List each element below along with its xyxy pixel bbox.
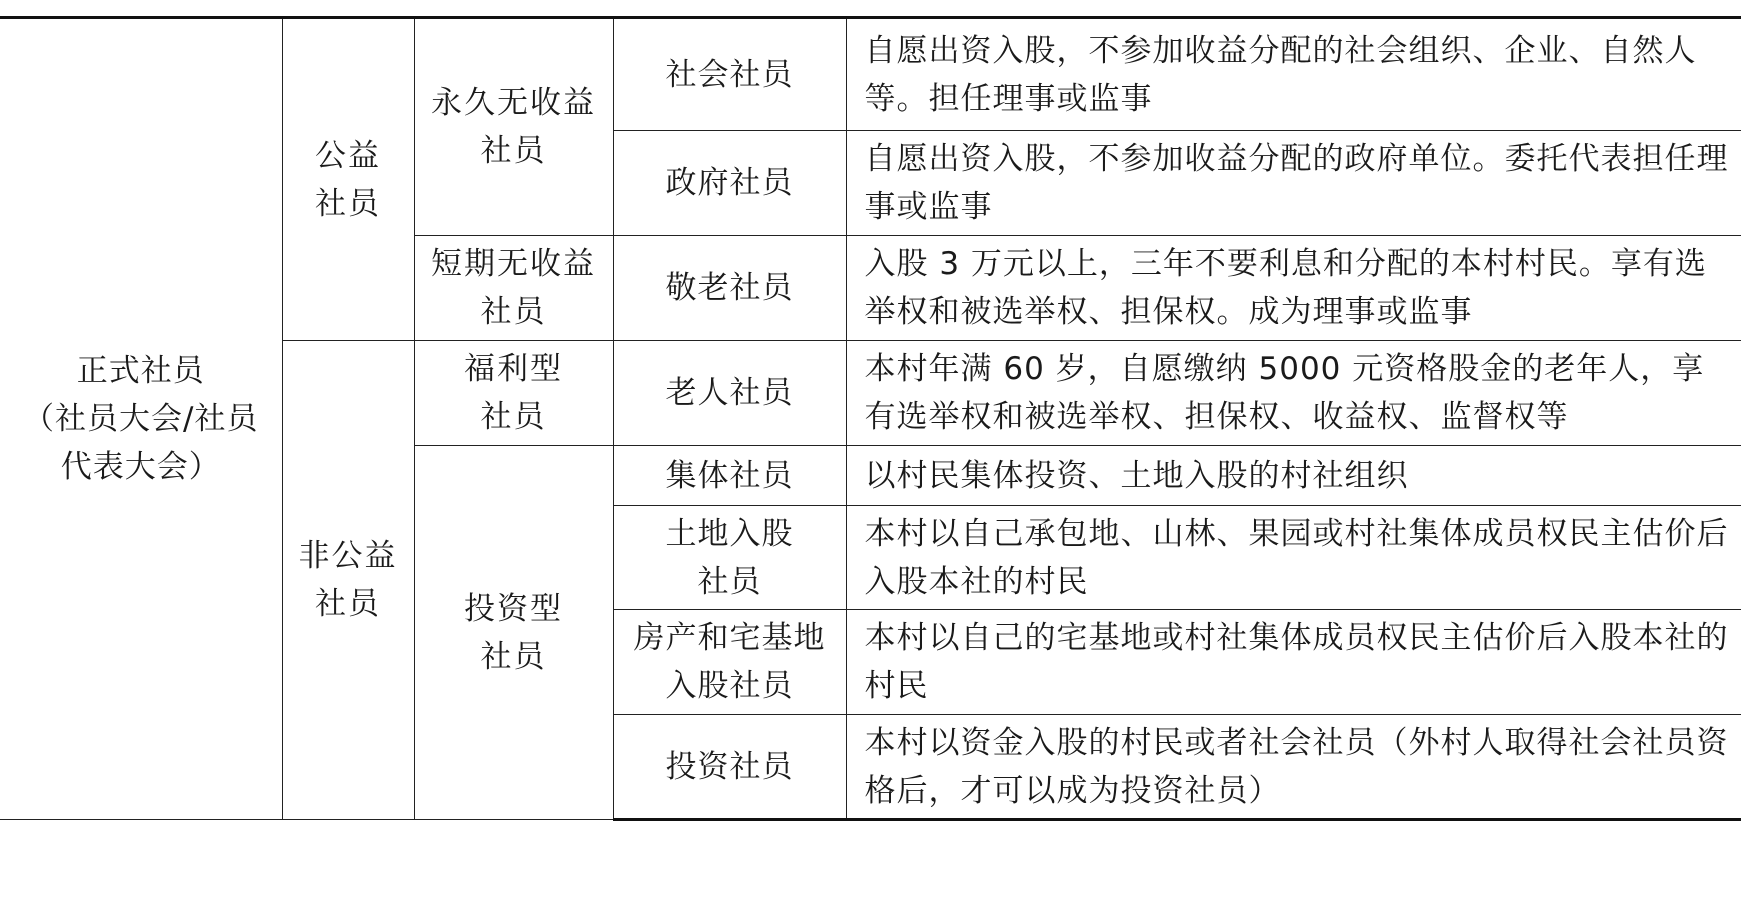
description-text: 入股 3 万元以上，三年不要利息和分配的本村村民。享有选举权和被选举权、担保权。成为理事或监事 (864, 246, 1707, 330)
permanent-no-income-label: 永久无收益 社员 (431, 85, 596, 169)
description-text: 本村年满 60 岁，自愿缴纳 5000 元资格股金的老年人，享有选举权和被选举权、担保权、收益权、监督权等 (864, 351, 1705, 435)
welfare-type-cell (414, 341, 613, 446)
member-type-label: 政府社员 (665, 165, 794, 201)
permanent-no-income-cell (414, 18, 613, 236)
member-type-label: 土地入股 社员 (665, 515, 794, 600)
description-text: 自愿出资入股，不参加收益分配的社会组织、企业、自然人等。担任理事或监事 (864, 32, 1697, 117)
description-cell (846, 131, 1741, 236)
membership-table (0, 16, 1741, 821)
description-text: 本村以资金入股的村民或者社会社员（外村人取得社会社员资格后，才可以成为投资社员） (864, 724, 1729, 809)
non-public-benefit-label: 非公益 社员 (298, 538, 398, 622)
member-type-cell (613, 446, 846, 506)
description-text: 以村民集体投资、土地入股的村社组织 (864, 457, 1409, 494)
member-type-cell (613, 715, 846, 820)
description-cell (846, 236, 1741, 341)
member-type-cell (613, 236, 846, 341)
member-type-cell (613, 18, 846, 131)
short-term-no-income-cell (414, 236, 613, 341)
description-cell (846, 341, 1741, 446)
member-type-cell (613, 506, 846, 610)
member-type-label: 老人社员 (665, 375, 794, 411)
description-cell (846, 715, 1741, 820)
public-benefit-cell (282, 18, 414, 341)
short-term-no-income-label: 短期无收益 社员 (431, 246, 596, 330)
description-cell (846, 446, 1741, 506)
membership-table-container (0, 16, 1741, 821)
member-type-label: 集体社员 (665, 457, 794, 494)
investment-type-cell (414, 446, 613, 820)
description-cell (846, 506, 1741, 610)
public-benefit-label: 公益 社员 (315, 137, 381, 222)
description-cell (846, 610, 1741, 715)
member-type-cell (613, 610, 846, 715)
table-row (0, 18, 1741, 131)
non-public-benefit-cell (282, 341, 414, 820)
welfare-type-label: 福利型 社员 (464, 351, 563, 435)
formal-member-cell (0, 18, 282, 820)
description-text: 自愿出资入股，不参加收益分配的政府单位。委托代表担任理事或监事 (864, 141, 1729, 225)
member-type-label: 敬老社员 (665, 270, 794, 306)
description-text: 本村以自己的宅基地或村社集体成员权民主估价后入股本社的村民 (864, 620, 1729, 704)
member-type-cell (613, 131, 846, 236)
member-type-label: 投资社员 (665, 748, 794, 785)
member-type-label: 房产和宅基地 入股社员 (633, 620, 826, 704)
member-type-cell (613, 341, 846, 446)
description-cell (846, 18, 1741, 131)
member-type-label: 社会社员 (665, 56, 794, 93)
description-text: 本村以自己承包地、山林、果园或村社集体成员权民主估价后入股本社的村民 (864, 515, 1729, 600)
formal-member-label: 正式社员 （社员大会/社员 代表大会） (23, 353, 259, 485)
investment-type-label: 投资型 社员 (464, 590, 563, 675)
